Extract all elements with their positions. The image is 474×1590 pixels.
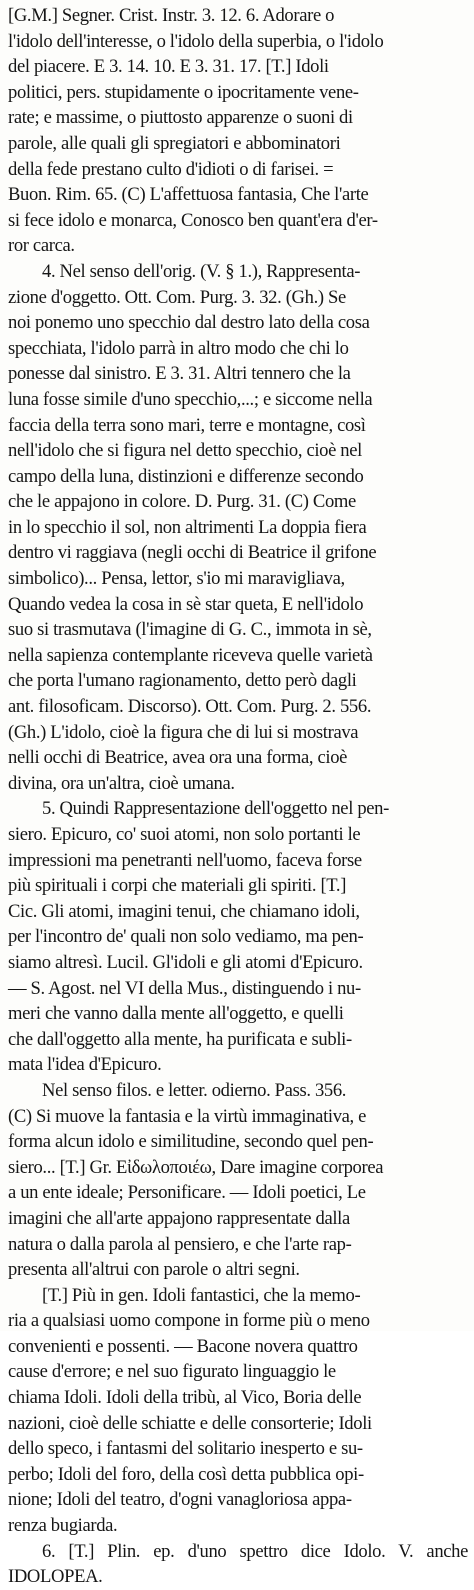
text-line: simbolico)... Pensa, lettor, s'io mi maravigliava, [8, 568, 345, 590]
text-line: dentro vi raggiava (negli occhi di Beatrice il grifone [8, 542, 377, 564]
text-line: — S. Agost. nel VI della Mus., distinguendo i nu- [8, 977, 361, 999]
para-sense-philosophical [8, 1078, 468, 1283]
text-line: campo della luna, distinzioni e differenze secondo [8, 465, 364, 487]
text-line: imagini che all'arte appajono rappresentate dalla [8, 1207, 350, 1229]
text-line: a un ente ideale; Personificare. — Idoli poetici, Le [8, 1182, 366, 1204]
para-sense-general [8, 1283, 468, 1539]
text-line: Cic. Gli atomi, imagini tenui, che chiamano idoli, [8, 900, 360, 922]
text-line: parole, alle quali gli spregiatori e abbominatori [8, 132, 341, 154]
text-line: nell'idolo che si figura nel detto specchio, cioè nel [8, 440, 362, 462]
text-line: [G.M.] Segner. Crist. Instr. 3. 12. 6. Adorare o [8, 5, 335, 26]
text-line: politici, pers. stupidamente o ipocritamente vene- [8, 81, 359, 103]
text-line: (Gh.) L'idolo, cioè la figura che di lui si mostrava [8, 721, 359, 743]
text-line: rate; e massime, o piuttosto apparenze o suoni di [8, 107, 353, 129]
text-line: mata l'idea d'Epicuro. [8, 1054, 162, 1076]
text-line: specchiata, l'idolo parrà in altro modo che chi lo [8, 337, 349, 359]
text-line: ria a qualsiasi uomo compone in forme più o meno [8, 1310, 370, 1332]
text-line: Quando vedea la cosa in sè star queta, E nell'idolo [8, 593, 364, 615]
text-line: convenienti e possenti. — Bacone novera quattro [8, 1335, 358, 1357]
text-line: in lo specchio il sol, non altrimenti La doppia fiera [8, 516, 367, 538]
text-line: natura o dalla parola al pensiero, e che l'arte rap- [8, 1233, 352, 1255]
text-column [8, 3, 468, 1590]
text-line: più spirituali i corpi che materiali gli spiriti. [T.] [8, 875, 347, 897]
text-line: renza bugiarda. [8, 1515, 118, 1537]
text-line: che porta l'umano ragionamento, detto però dagli [8, 670, 357, 692]
text-line: 6. [T.] Plin. ep. d'uno spettro dice Idolo. V. anche [42, 1540, 469, 1562]
text-line: della fede prestano culto d'idioti o di farisei. = [8, 158, 334, 180]
text-line: divina, ora un'altra, cioè umana. [8, 772, 235, 794]
text-line: chiama Idoli. Idoli della tribù, al Vico, Boria delle [8, 1387, 362, 1409]
text-line: siero. Epicuro, co' suoi atomi, non solo portanti le [8, 824, 361, 845]
text-line: zione d'oggetto. Ott. Com. Purg. 3. 32. (Gh.) Se [8, 286, 346, 308]
text-line: faccia della terra sono mari, terre e montagne, così [8, 414, 366, 436]
text-line: 5. Quindi Rappresentazione dell'oggetto nel pen- [42, 798, 389, 820]
text-line: (C) Si muove la fantasia e la virtù immaginativa, e [8, 1105, 367, 1127]
text-line: l'idolo dell'interesse, o l'idolo della superbia, o l'idolo [8, 30, 384, 52]
text-line: Buon. Rim. 65. (C) L'affettuosa fantasia, Che l'arte [8, 184, 369, 206]
text-line: del piacere. E 3. 14. 10. E 3. 31. 17. [T.] Idoli [8, 56, 329, 78]
para-sense-5 [8, 796, 468, 1078]
text-line: forma alcun idolo e similitudine, secondo quel pen- [8, 1131, 374, 1153]
text-line: si fece idolo e monarca, Conosco ben quant'era d'er- [8, 209, 378, 231]
text-line: dello speco, i fantasmi del solitario inesperto e su- [8, 1438, 363, 1460]
text-line: perbo; Idoli del foro, della così detta pubblica opi- [8, 1463, 364, 1485]
para-sense-3-continuation [8, 3, 468, 259]
text-line: siero... [T.] Gr. Εἰδωλοποιέω, Dare imagine corporea [8, 1156, 384, 1178]
text-line: che dall'oggetto alla mente, ha purificata e subli- [8, 1028, 352, 1050]
text-line: suo si trasmutava (l'imagine di G. C., immota in sè, [8, 619, 372, 641]
text-line: ponesse dal sinistro. E 3. 31. Altri tennero che la [8, 363, 351, 385]
para-sense-6 [8, 1539, 468, 1590]
text-line: noi ponemo uno specchio dal destro lato della cosa [8, 312, 370, 334]
text-line: [T.] Più in gen. Idoli fantastici, che la memo- [42, 1284, 361, 1306]
text-line: meri che vanno dalla mente all'oggetto, e quelli [8, 1003, 344, 1025]
text-line: nella sapienza contemplante riceveva quelle varietà [8, 644, 373, 666]
text-line: che le appajono in colore. D. Purg. 31. (C) Come [8, 491, 356, 513]
text-line: ant. filosoficam. Discorso). Ott. Com. Purg. 2. 556. [8, 696, 372, 718]
text-line: ror carca. [8, 235, 75, 257]
text-line: Nel senso filos. e letter. odierno. Pass. 356. [42, 1079, 347, 1101]
text-line: luna fosse simile d'uno specchio,...; e siccome nella [8, 388, 373, 410]
text-line: nazioni, cioè delle schiatte e delle consorterie; Idoli [8, 1412, 372, 1434]
text-line: per l'incontro de' quali non solo vediamo, ma pen- [8, 926, 364, 948]
text-line: IDOLOPEA. [8, 1566, 103, 1588]
text-line: 4. Nel senso dell'orig. (V. § 1.), Rappresenta- [42, 260, 361, 282]
text-line: impressioni ma penetranti nell'uomo, faceva forse [8, 849, 362, 871]
para-sense-4 [8, 259, 468, 796]
text-line: nione; Idoli del teatro, d'ogni vanagloriosa appa- [8, 1489, 352, 1511]
text-line: nelli occhi di Beatrice, avea ora una forma, cioè [8, 747, 348, 769]
text-line: cause d'errore; e nel suo figurato linguaggio le [8, 1361, 336, 1383]
text-line: siamo altresì. Lucil. Gl'idoli e gli atomi d'Epicuro. [8, 951, 363, 973]
text-line: presenta all'altrui con parole o altri segni. [8, 1259, 300, 1281]
